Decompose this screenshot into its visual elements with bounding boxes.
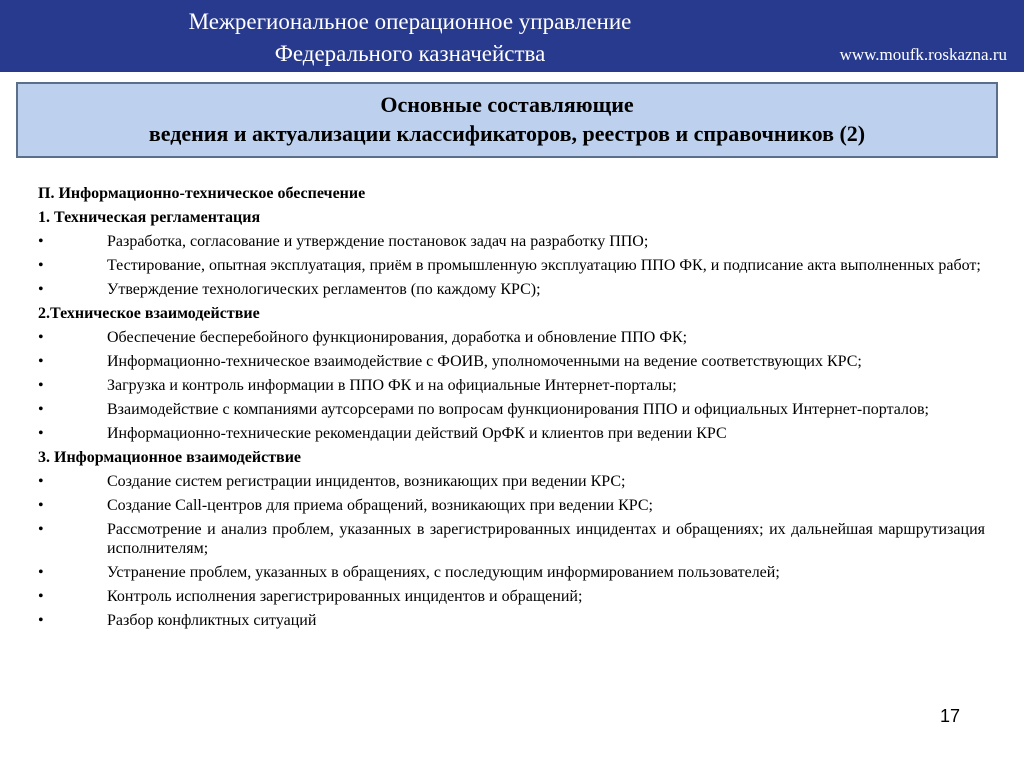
list-item <box>38 352 985 371</box>
page-number: 17 <box>940 706 961 726</box>
bullet-marker: • <box>38 564 44 581</box>
bullet-marker: • <box>38 377 44 394</box>
list-item-text: Разбор конфликтных ситуаций <box>107 612 317 629</box>
list-item <box>38 256 985 275</box>
bullet-marker: • <box>38 329 44 346</box>
list-item <box>38 496 985 515</box>
list-item-text: Устранение проблем, указанных в обращениях, с последующим информированием пользователей; <box>107 564 780 581</box>
list-item <box>38 424 985 443</box>
bullet-marker: • <box>38 281 44 298</box>
list-item-text: Тестирование, опытная эксплуатация, приём в промышленную эксплуатацию ППО ФК, и подписание акта выполненных работ; <box>107 257 981 274</box>
list-item <box>38 280 985 299</box>
list-item <box>38 520 985 558</box>
list-item <box>38 400 985 419</box>
list-item-text: Контроль исполнения зарегистрированных инцидентов и обращений; <box>107 588 583 605</box>
list-item <box>38 472 985 491</box>
bullet-marker: • <box>38 497 44 514</box>
list-item-text: Обеспечение бесперебойного функционирования, доработка и обновление ППО ФК; <box>107 329 688 346</box>
bullet-marker: • <box>38 233 44 250</box>
list-item-text: Создание систем регистрации инцидентов, возникающих при ведении КРС; <box>107 473 626 490</box>
list-item <box>38 232 985 251</box>
slide-title-box <box>16 82 998 158</box>
section-heading: 2.Техническое взаимодействие <box>38 305 260 322</box>
website-url: www.moufk.roskazna.ru <box>839 45 1007 64</box>
header-title-line1: Межрегиональное операционное управление <box>188 9 632 34</box>
list-item-text: Загрузка и контроль информации в ППО ФК и на официальные Интернет-порталы; <box>107 377 677 394</box>
list-item <box>38 328 985 347</box>
bullet-marker: • <box>38 521 44 538</box>
list-item <box>38 611 985 630</box>
bullet-marker: • <box>38 473 44 490</box>
slide-title-line1: Основные составляющие <box>380 92 634 117</box>
list-item-text: Утверждение технологических регламентов (по каждому КРС); <box>107 281 541 298</box>
list-item <box>38 563 985 582</box>
bullet-marker: • <box>38 588 44 605</box>
bullet-marker: • <box>38 353 44 370</box>
list-item-text: Информационно-техническое взаимодействие с ФОИВ, уполномоченными на ведение соответствующих КРС; <box>107 353 862 370</box>
bullet-marker: • <box>38 257 44 274</box>
list-item <box>38 376 985 395</box>
header-title-line2: Федерального казначейства <box>274 41 546 66</box>
slide-title-line2: ведения и актуализации классификаторов, реестров и справочников (2) <box>148 121 866 146</box>
list-item-text: Разработка, согласование и утверждение постановок задач на разработку ППО; <box>107 233 649 250</box>
list-item-text: Рассмотрение и анализ проблем, указанных в зарегистрированных инцидентах и обращениях; их дальнейшая маршрутизация исполнителям; <box>107 521 985 557</box>
content-body <box>38 184 985 635</box>
section-heading: П. Информационно-техническое обеспечение <box>38 185 366 202</box>
list-item-text: Взаимодействие с компаниями аутсорсерами по вопросам функционирования ППО и официальных Интернет-порталов; <box>107 401 929 418</box>
section-heading: 3. Информационное взаимодействие <box>38 449 302 466</box>
bullet-marker: • <box>38 401 44 418</box>
bullet-marker: • <box>38 425 44 442</box>
bullet-marker: • <box>38 612 44 629</box>
list-item-text: Создание Call-центров для приема обращений, возникающих при ведении КРС; <box>107 497 653 514</box>
section-heading: 1. Техническая регламентация <box>38 209 261 226</box>
list-item <box>38 587 985 606</box>
header-banner <box>0 0 1024 72</box>
list-item-text: Информационно-технические рекомендации действий ОрФК и клиентов при ведении КРС <box>107 425 727 442</box>
